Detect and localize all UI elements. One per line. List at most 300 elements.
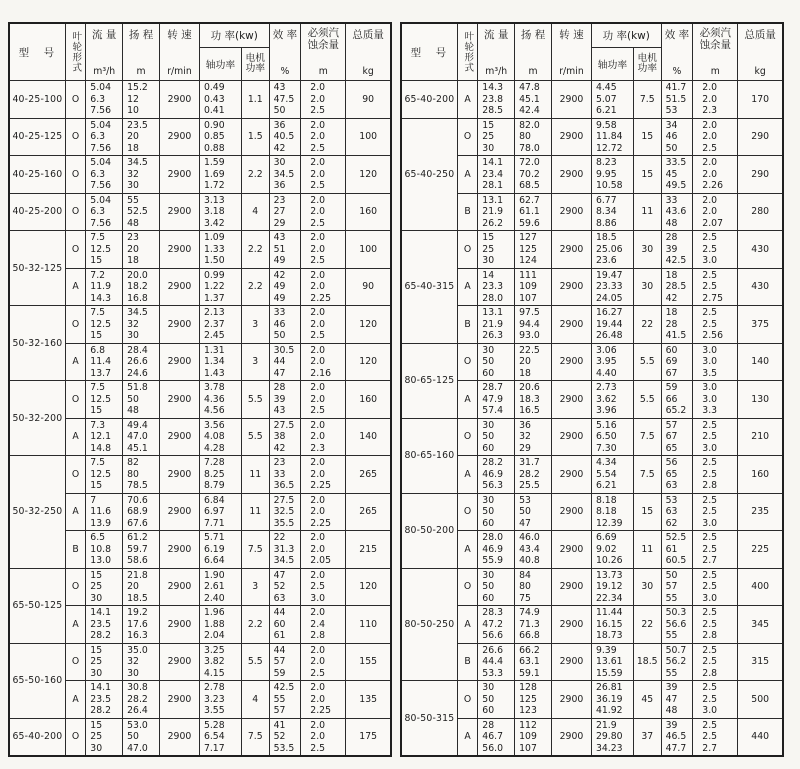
head-cell-value: 80 <box>519 131 531 142</box>
efficiency-cell <box>269 681 301 719</box>
npsh-cell-value: 2.0 <box>310 119 326 131</box>
head-cell <box>515 493 552 531</box>
flow-cell-value: 28.1 <box>482 180 503 191</box>
efficiency-cell-value: 55 <box>273 693 286 705</box>
head-cell <box>515 681 552 719</box>
header-npsh <box>301 23 346 81</box>
npsh-cell-value: 2.0 <box>310 344 326 356</box>
shaft-power-cell <box>199 343 241 381</box>
mass-cell: 130 <box>738 381 783 419</box>
spec-row <box>9 81 391 119</box>
head-cell-value: 26.6 <box>127 356 148 367</box>
head-cell-value: 18 <box>519 367 531 379</box>
header-head-label: 扬 程 <box>520 29 546 41</box>
shaft-power-cell-value: 26.81 <box>595 682 623 693</box>
head-cell <box>515 81 552 119</box>
motor-power-cell: 1.5 <box>241 118 269 156</box>
flow-cell-value: 7 <box>90 494 97 506</box>
efficiency-cell <box>269 381 301 419</box>
motor-power-cell: 37 <box>633 718 661 756</box>
efficiency-cell-value: 63 <box>665 480 678 491</box>
shaft-power-cell-value: 1.09 <box>203 232 225 243</box>
npsh-cell-value: 2.5 <box>310 180 326 191</box>
shaft-power-cell-value: 23.33 <box>595 281 623 292</box>
npsh-cell <box>693 643 738 681</box>
head-cell-value: 61.2 <box>127 532 148 543</box>
flow-cell <box>86 718 123 756</box>
efficiency-cell <box>269 493 301 531</box>
flow-cell <box>86 118 123 156</box>
header-impeller <box>457 23 477 81</box>
head-cell-value: 107 <box>519 742 537 754</box>
npsh-cell-value: 2.0 <box>310 318 326 330</box>
header-speed <box>160 23 200 81</box>
model-cell: 80-65-160 <box>401 418 457 493</box>
efficiency-cell <box>661 231 693 269</box>
mass-cell: 110 <box>346 606 391 644</box>
head-cell <box>515 381 552 419</box>
shaft-power-cell <box>199 193 241 231</box>
flow-cell-value: 30 <box>482 419 495 431</box>
impeller-type-cell: O <box>457 231 477 269</box>
impeller-type-cell: A <box>65 418 85 456</box>
npsh-cell-value: 2.5 <box>310 330 326 341</box>
flow-cell-value: 11.4 <box>90 356 111 367</box>
efficiency-cell-value: 51 <box>273 243 286 255</box>
npsh-cell-value: 2.0 <box>310 607 326 618</box>
flow-cell-value: 46.9 <box>482 543 503 555</box>
npsh-cell <box>301 81 346 119</box>
efficiency-cell-value: 50.3 <box>665 607 687 618</box>
spec-row <box>401 418 783 456</box>
mass-cell: 500 <box>738 681 783 719</box>
head-cell-value: 109 <box>519 281 537 292</box>
head-cell <box>515 568 552 606</box>
head-cell-value: 28.2 <box>519 468 540 480</box>
shaft-power-cell <box>591 681 633 719</box>
head-cell-value: 20 <box>127 243 139 255</box>
npsh-cell-value: 2.0 <box>702 131 718 142</box>
flow-cell <box>478 156 515 194</box>
efficiency-cell-value: 34.5 <box>273 168 295 180</box>
efficiency-cell-value: 33 <box>665 194 678 206</box>
npsh-cell-value: 3.0 <box>702 356 718 367</box>
head-cell-value: 68.5 <box>519 180 540 191</box>
impeller-type-cell: O <box>65 118 85 156</box>
impeller-type-cell: A <box>457 156 477 194</box>
speed-cell: 2900 <box>552 156 592 194</box>
head-cell-value: 32 <box>127 168 139 180</box>
speed-cell: 2900 <box>552 493 592 531</box>
flow-cell <box>86 193 123 231</box>
efficiency-cell <box>661 118 693 156</box>
motor-power-cell: 4 <box>241 681 269 719</box>
npsh-cell <box>301 606 346 644</box>
flow-cell-value: 25 <box>482 243 495 255</box>
mass-cell: 120 <box>346 306 391 344</box>
spec-row <box>401 718 783 756</box>
flow-cell-value: 30 <box>482 494 495 506</box>
spec-row <box>9 306 391 344</box>
shaft-power-cell-value: 36.19 <box>595 693 623 705</box>
head-cell <box>123 531 160 569</box>
shaft-power-cell-value: 4.28 <box>203 442 225 454</box>
efficiency-cell-value: 23 <box>273 194 286 206</box>
head-cell <box>515 193 552 231</box>
npsh-cell-value: 2.5 <box>310 581 326 592</box>
shaft-power-cell-value: 16.27 <box>595 307 623 318</box>
impeller-type-cell: A <box>457 381 477 419</box>
mass-cell: 100 <box>346 118 391 156</box>
flow-cell-value: 14.1 <box>90 682 111 693</box>
impeller-type-cell: B <box>457 193 477 231</box>
efficiency-cell-value: 59 <box>273 667 286 679</box>
motor-power-cell: 15 <box>633 118 661 156</box>
mass-cell: 135 <box>346 681 391 719</box>
head-cell-value: 49.4 <box>127 419 148 431</box>
flow-cell-value: 60 <box>482 367 495 379</box>
efficiency-cell-value: 57 <box>665 419 678 431</box>
head-cell-value: 34.5 <box>127 157 148 168</box>
efficiency-cell <box>269 306 301 344</box>
flow-cell-value: 26.6 <box>482 644 503 656</box>
flow-cell <box>478 643 515 681</box>
head-cell-value: 125 <box>519 243 537 255</box>
head-cell <box>123 418 160 456</box>
shaft-power-cell <box>199 643 241 681</box>
header-npsh-unit: m <box>710 66 720 77</box>
shaft-power-cell-value: 8.86 <box>595 217 617 229</box>
efficiency-cell-value: 33.5 <box>665 157 687 168</box>
head-cell-value: 35.0 <box>127 644 148 656</box>
spec-row <box>401 118 783 156</box>
head-cell-value: 48 <box>127 217 139 229</box>
npsh-cell-value: 2.5 <box>702 232 718 243</box>
motor-power-cell: 45 <box>633 681 661 719</box>
head-cell-value: 124 <box>519 255 537 266</box>
head-cell-value: 75 <box>519 592 531 604</box>
flow-cell-value: 47.2 <box>482 618 503 630</box>
npsh-cell <box>301 643 346 681</box>
efficiency-cell-value: 41.5 <box>665 330 687 341</box>
npsh-cell-value: 3.0 <box>702 705 718 716</box>
head-cell-value: 68.9 <box>127 506 148 517</box>
header-efficiency <box>661 23 693 81</box>
shaft-power-cell-value: 7.71 <box>203 517 225 529</box>
shaft-power-cell-value: 3.13 <box>203 194 225 206</box>
header-npsh <box>693 23 738 81</box>
efficiency-cell-value: 39 <box>665 719 678 731</box>
speed-cell: 2900 <box>552 718 592 756</box>
flow-cell <box>86 643 123 681</box>
efficiency-cell-value: 65.2 <box>665 405 687 416</box>
shaft-power-cell-value: 11.84 <box>595 131 623 142</box>
spec-row <box>9 531 391 569</box>
npsh-cell-value: 3.0 <box>702 344 718 356</box>
motor-power-cell: 5.5 <box>241 418 269 456</box>
header-speed <box>552 23 592 81</box>
flow-cell-value: 13.1 <box>482 307 503 318</box>
impeller-type-cell: O <box>65 81 85 119</box>
header-shaft-power-label: 轴功率 <box>592 48 634 80</box>
shaft-power-cell-value: 19.44 <box>595 318 623 330</box>
head-cell-value: 30 <box>127 667 139 679</box>
shaft-power-cell-value: 10.58 <box>595 180 623 191</box>
flow-cell-value: 57.4 <box>482 405 503 416</box>
efficiency-cell-value: 67 <box>665 367 678 379</box>
npsh-cell-value: 2.5 <box>310 255 326 266</box>
shaft-power-cell-value: 1.59 <box>203 157 225 168</box>
flow-cell-value: 14.3 <box>90 292 111 304</box>
impeller-type-cell: A <box>65 606 85 644</box>
motor-power-cell: 2.2 <box>241 606 269 644</box>
flow-cell-value: 30 <box>482 682 495 693</box>
head-cell-value: 30 <box>127 330 139 341</box>
flow-cell-value: 12.5 <box>90 318 111 330</box>
head-cell-value: 93.0 <box>519 330 540 341</box>
speed-cell: 2900 <box>160 343 200 381</box>
efficiency-cell-value: 41 <box>273 719 286 731</box>
efficiency-cell-value: 28 <box>273 382 286 393</box>
shaft-power-cell-value: 0.41 <box>203 105 225 116</box>
efficiency-cell-value: 61 <box>273 630 286 641</box>
head-cell-value: 28.2 <box>127 693 148 705</box>
efficiency-cell <box>269 531 301 569</box>
header-power <box>591 23 661 81</box>
header-impeller-label: 叶轮形式 <box>462 31 474 73</box>
npsh-cell-value: 2.5 <box>702 682 718 693</box>
head-cell-value: 21.8 <box>127 569 148 581</box>
shaft-power-cell <box>591 193 633 231</box>
head-cell-value: 32 <box>127 318 139 330</box>
npsh-cell <box>693 681 738 719</box>
npsh-cell <box>693 456 738 494</box>
flow-cell-value: 25 <box>90 581 103 592</box>
npsh-cell-value: 2.5 <box>702 644 718 656</box>
efficiency-cell-value: 65 <box>665 468 678 480</box>
speed-cell: 2900 <box>160 118 200 156</box>
head-cell <box>123 231 160 269</box>
efficiency-cell-value: 43.6 <box>665 206 687 217</box>
head-cell-value: 16.3 <box>127 630 148 641</box>
header-npsh-label: 必须汽蚀余量 <box>699 27 732 51</box>
shaft-power-cell-value: 7.30 <box>595 442 617 454</box>
head-cell-value: 82 <box>127 457 139 468</box>
shaft-power-cell-value: 4.40 <box>595 367 617 379</box>
head-cell-value: 20 <box>127 131 139 142</box>
efficiency-cell <box>269 568 301 606</box>
efficiency-cell <box>661 568 693 606</box>
head-cell-value: 12 <box>127 93 139 105</box>
flow-cell-value: 7.56 <box>90 142 111 154</box>
shaft-power-cell-value: 19.47 <box>595 269 623 281</box>
npsh-cell <box>301 193 346 231</box>
flow-cell-value: 23.5 <box>90 618 111 630</box>
spec-row <box>401 306 783 344</box>
speed-cell: 2900 <box>552 81 592 119</box>
efficiency-cell-value: 60.5 <box>665 555 687 566</box>
efficiency-cell-value: 55 <box>665 667 678 679</box>
shaft-power-cell-value: 2.73 <box>595 382 617 393</box>
model-cell: 50-32-250 <box>9 456 65 569</box>
npsh-cell-value: 2.0 <box>310 419 326 431</box>
flow-cell-value: 28.0 <box>482 532 503 543</box>
npsh-cell-value: 2.0 <box>310 656 326 667</box>
flow-cell-value: 25 <box>90 731 103 742</box>
npsh-cell <box>301 343 346 381</box>
shaft-power-cell-value: 3.78 <box>203 382 225 393</box>
speed-cell: 2900 <box>552 531 592 569</box>
head-cell-value: 80 <box>127 468 139 480</box>
shaft-power-cell <box>199 306 241 344</box>
npsh-cell <box>693 606 738 644</box>
head-cell <box>123 343 160 381</box>
npsh-cell-value: 2.3 <box>310 442 326 454</box>
efficiency-cell-value: 33 <box>273 307 286 318</box>
flow-cell-value: 28.0 <box>482 292 503 304</box>
efficiency-cell-value: 42 <box>665 292 678 304</box>
efficiency-cell <box>269 643 301 681</box>
motor-power-cell: 2.2 <box>241 268 269 306</box>
efficiency-cell <box>661 456 693 494</box>
efficiency-cell-value: 40.5 <box>273 131 295 142</box>
shaft-power-cell <box>591 718 633 756</box>
head-cell-value: 18.3 <box>519 393 540 405</box>
npsh-cell-value: 2.5 <box>702 532 718 543</box>
flow-cell <box>86 268 123 306</box>
shaft-power-cell-value: 8.18 <box>595 494 617 506</box>
spec-row <box>401 193 783 231</box>
head-cell-value: 78.0 <box>519 142 540 154</box>
header-efficiency-label: 效 率 <box>272 29 298 41</box>
spec-row <box>9 193 391 231</box>
efficiency-cell-value: 43 <box>273 82 286 93</box>
speed-cell: 2900 <box>160 306 200 344</box>
head-cell-value: 70.2 <box>519 168 540 180</box>
shaft-power-cell <box>199 493 241 531</box>
shaft-power-cell-value: 1.72 <box>203 180 225 191</box>
shaft-power-cell-value: 3.25 <box>203 644 225 656</box>
flow-cell <box>86 81 123 119</box>
flow-cell-value: 12.1 <box>90 431 111 442</box>
efficiency-cell-value: 44 <box>273 356 286 367</box>
shaft-power-cell <box>199 568 241 606</box>
shaft-power-cell-value: 13.73 <box>595 569 623 581</box>
efficiency-cell-value: 55 <box>665 592 678 604</box>
mass-cell: 430 <box>738 231 783 269</box>
npsh-cell-value: 2.5 <box>702 656 718 667</box>
mass-cell: 235 <box>738 493 783 531</box>
mass-cell: 175 <box>346 718 391 756</box>
shaft-power-cell-value: 12.39 <box>595 517 623 529</box>
spec-row <box>401 456 783 494</box>
efficiency-cell-value: 48 <box>665 217 678 229</box>
speed-cell: 2900 <box>160 381 200 419</box>
shaft-power-cell-value: 6.50 <box>595 431 617 442</box>
flow-cell-value: 5.04 <box>90 194 111 206</box>
efficiency-cell <box>661 718 693 756</box>
head-cell <box>123 493 160 531</box>
efficiency-cell-value: 18 <box>665 269 678 281</box>
npsh-cell-value: 2.0 <box>310 281 326 292</box>
motor-power-cell: 5.5 <box>633 381 661 419</box>
speed-cell: 2900 <box>552 118 592 156</box>
flow-cell-value: 6.3 <box>90 93 106 105</box>
shaft-power-cell-value: 2.04 <box>203 630 225 641</box>
shaft-power-cell-value: 7.28 <box>203 457 225 468</box>
npsh-cell-value: 2.25 <box>310 705 331 716</box>
shaft-power-cell <box>591 231 633 269</box>
head-cell-value: 45.1 <box>519 93 540 105</box>
impeller-type-cell: A <box>65 681 85 719</box>
npsh-cell-value: 2.0 <box>310 356 326 367</box>
efficiency-cell <box>269 456 301 494</box>
head-cell-value: 50 <box>519 506 531 517</box>
efficiency-cell-value: 56 <box>665 457 678 468</box>
model-cell: 65-50-160 <box>9 643 65 718</box>
npsh-cell-value: 2.0 <box>310 569 326 581</box>
npsh-cell-value: 2.5 <box>702 243 718 255</box>
flow-cell <box>86 381 123 419</box>
efficiency-cell-value: 46 <box>273 318 286 330</box>
shaft-power-cell-value: 3.18 <box>203 206 225 217</box>
mass-cell: 290 <box>738 156 783 194</box>
head-cell-value: 40.8 <box>519 555 540 566</box>
efficiency-cell <box>269 268 301 306</box>
efficiency-cell-value: 52 <box>273 731 286 742</box>
head-cell-value: 128 <box>519 682 537 693</box>
npsh-cell-value: 2.5 <box>702 431 718 442</box>
head-cell-value: 15.2 <box>127 82 148 93</box>
shaft-power-cell-value: 1.88 <box>203 618 225 630</box>
impeller-type-cell: O <box>65 381 85 419</box>
npsh-cell-value: 2.5 <box>702 693 718 705</box>
flow-cell-value: 7.3 <box>90 419 106 431</box>
head-cell-value: 18.5 <box>127 592 148 604</box>
speed-cell: 2900 <box>160 606 200 644</box>
flow-cell <box>478 493 515 531</box>
shaft-power-cell-value: 9.95 <box>595 168 617 180</box>
npsh-cell-value: 2.7 <box>702 555 718 566</box>
npsh-cell-value: 2.5 <box>310 667 326 679</box>
mass-cell: 140 <box>738 343 783 381</box>
mass-cell: 345 <box>738 606 783 644</box>
npsh-cell-value: 2.5 <box>310 405 326 416</box>
npsh-cell-value: 2.0 <box>702 206 718 217</box>
mass-cell: 290 <box>738 118 783 156</box>
npsh-cell-value: 2.56 <box>702 330 723 341</box>
flow-cell <box>478 606 515 644</box>
flow-cell-value: 15 <box>482 232 495 243</box>
shaft-power-cell-value: 5.07 <box>595 93 617 105</box>
npsh-cell <box>693 568 738 606</box>
npsh-cell <box>693 268 738 306</box>
efficiency-cell <box>661 681 693 719</box>
head-cell-value: 127 <box>519 232 537 243</box>
shaft-power-cell-value: 3.55 <box>203 705 225 716</box>
shaft-power-cell-value: 0.88 <box>203 142 225 154</box>
flow-cell-value: 28.3 <box>482 607 503 618</box>
flow-cell-value: 12.5 <box>90 468 111 480</box>
header-efficiency-unit: % <box>280 66 290 77</box>
impeller-type-cell: A <box>457 268 477 306</box>
shaft-power-cell <box>591 418 633 456</box>
shaft-power-cell-value: 6.21 <box>595 105 617 116</box>
shaft-power-cell-value: 8.23 <box>595 157 617 168</box>
efficiency-cell-value: 46.5 <box>665 731 687 742</box>
flow-cell-value: 21.9 <box>482 318 503 330</box>
flow-cell-value: 23.5 <box>90 693 111 705</box>
